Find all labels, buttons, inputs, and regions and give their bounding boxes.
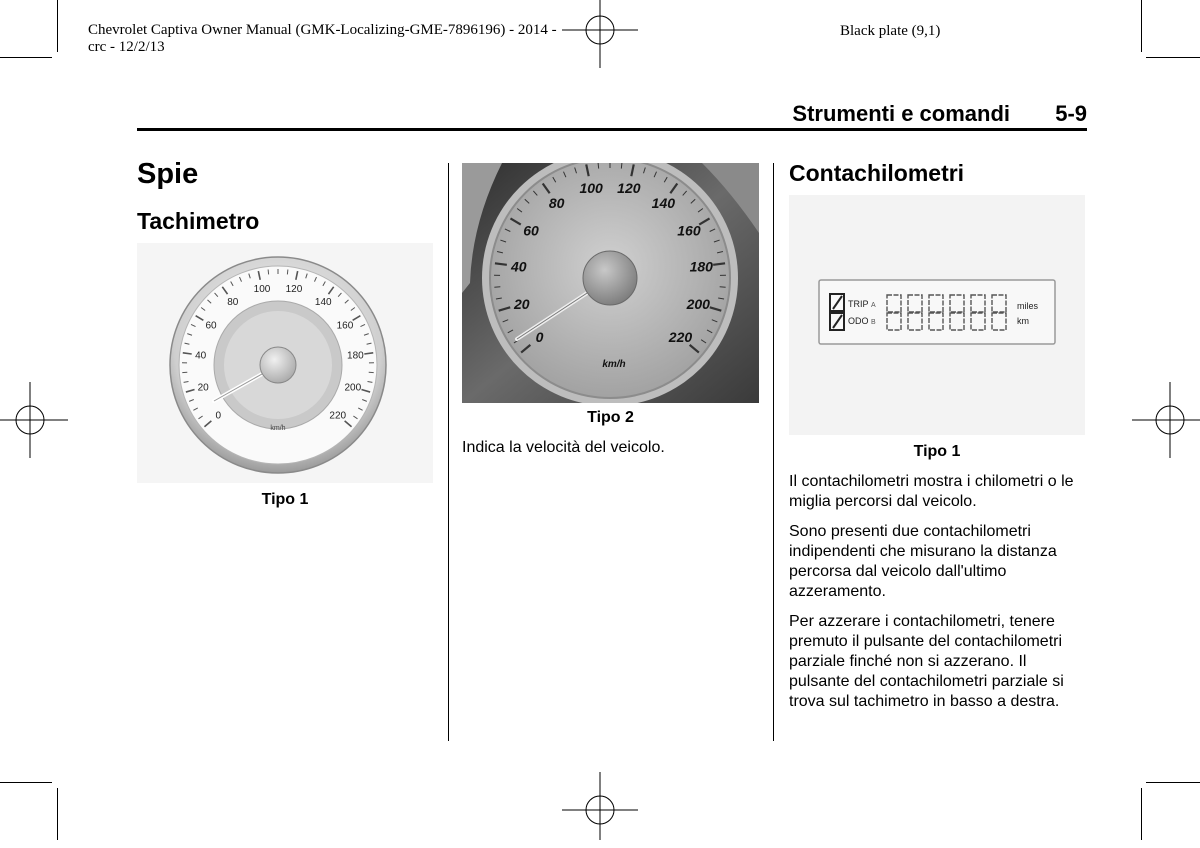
odo-label: ODO xyxy=(848,316,869,326)
gauge-minor-tick xyxy=(598,163,599,169)
trip-a-label: A xyxy=(871,302,876,309)
section-title: Strumenti e comandi xyxy=(792,101,1010,127)
speedometer-type1 xyxy=(137,243,433,483)
odometer-figure xyxy=(789,195,1085,435)
page-number: 5-9 xyxy=(1055,101,1087,127)
page-heading: Spie xyxy=(137,158,198,191)
odometer-display xyxy=(789,195,1085,435)
gauge-speed-label: 80 xyxy=(549,195,565,211)
registration-mark xyxy=(0,382,68,458)
crop-mark xyxy=(0,57,52,58)
gauge-speed-label: 60 xyxy=(206,320,218,331)
gauge-speed-label: 120 xyxy=(617,180,641,196)
gauge-speed-label: 100 xyxy=(579,180,603,196)
speedometer-type2 xyxy=(462,163,759,403)
gauge-major-tick xyxy=(713,263,725,265)
gauge-speed-label: 160 xyxy=(677,223,701,239)
gauge-speed-label: 180 xyxy=(690,258,714,274)
gauge-speed-label: 220 xyxy=(668,329,693,345)
document-info-line1: Chevrolet Captiva Owner Manual (GMK-Localizing-GME-7896196) - 2014 - xyxy=(88,22,557,39)
gauge-speed-label: 0 xyxy=(215,411,221,422)
gauge-major-tick xyxy=(364,353,373,354)
column-divider xyxy=(448,163,449,741)
header-rule xyxy=(137,128,1087,131)
figure-caption: Tipo 2 xyxy=(462,409,759,427)
gauge-speed-label: 140 xyxy=(652,195,676,211)
gauge-major-tick xyxy=(495,263,507,265)
plate-label: Black plate (9,1) xyxy=(840,23,940,40)
gauge-minor-tick xyxy=(268,270,269,275)
trip-label: TRIP xyxy=(848,299,869,309)
document-info xyxy=(88,22,557,56)
gauge-speed-label: 200 xyxy=(344,382,361,393)
column-divider xyxy=(773,163,774,741)
crop-mark xyxy=(1141,0,1142,52)
speedometer-hub xyxy=(260,347,296,383)
gauge-speed-label: 120 xyxy=(286,284,303,295)
body-paragraph: Indica la velocità del veicolo. xyxy=(462,438,762,458)
figure-caption: Tipo 1 xyxy=(137,491,433,509)
speedometer-type2-figure xyxy=(462,163,759,403)
gauge-speed-label: 140 xyxy=(315,297,332,308)
gauge-speed-label: 180 xyxy=(347,351,364,362)
gauge-minor-tick xyxy=(287,270,288,275)
gauge-speed-label: 100 xyxy=(254,284,271,295)
body-text-column xyxy=(789,472,1085,722)
speedometer-unit: km/h xyxy=(602,359,625,370)
crop-mark xyxy=(57,788,58,840)
registration-mark xyxy=(1132,382,1200,458)
registration-mark xyxy=(562,772,638,848)
gauge-speed-label: 80 xyxy=(227,297,239,308)
document-info-line2: crc - 12/2/13 xyxy=(88,39,557,56)
gauge-speed-label: 60 xyxy=(523,223,539,239)
speedometer-type1-figure xyxy=(137,243,433,483)
gauge-speed-label: 220 xyxy=(329,411,346,422)
subheading-contachilometri: Contachilometri xyxy=(789,160,964,187)
registration-mark xyxy=(562,0,638,68)
crop-mark xyxy=(1146,57,1200,58)
gauge-speed-label: 20 xyxy=(198,382,210,393)
km-label: km xyxy=(1017,316,1029,326)
body-paragraph: Il contachilometri mostra i chilometri o le miglia percorsi dal veicolo. xyxy=(789,472,1085,512)
crop-mark xyxy=(0,782,52,783)
gauge-speed-label: 20 xyxy=(513,296,530,312)
crop-mark xyxy=(1146,782,1200,783)
body-paragraph: Per azzerare i contachilometri, tenere premuto il pulsante del contachilometri parziale finché non si azzerano. Il pulsante del contachilometri parziale si trova sul tachimetro in basso a destra. xyxy=(789,612,1085,712)
gauge-speed-label: 200 xyxy=(686,296,711,312)
gauge-speed-label: 40 xyxy=(510,258,527,274)
body-paragraph: Sono presenti due contachilometri indipendenti che misurano la distanza percorsa dal veicolo dall'ultimo azzeramento. xyxy=(789,522,1085,602)
gauge-speed-label: 0 xyxy=(536,329,544,345)
speedometer-hub xyxy=(583,251,637,305)
gauge-speed-label: 160 xyxy=(337,320,354,331)
trip-b-label: B xyxy=(871,319,876,326)
figure-caption: Tipo 1 xyxy=(789,443,1085,461)
gauge-speed-label: 40 xyxy=(195,351,207,362)
gauge-minor-tick xyxy=(621,163,622,169)
crop-mark xyxy=(57,0,58,52)
subheading-tachimetro: Tachimetro xyxy=(137,208,259,235)
gauge-major-tick xyxy=(183,353,192,354)
speedometer-unit: km/h xyxy=(270,425,285,432)
crop-mark xyxy=(1141,788,1142,840)
miles-label: miles xyxy=(1017,301,1039,311)
